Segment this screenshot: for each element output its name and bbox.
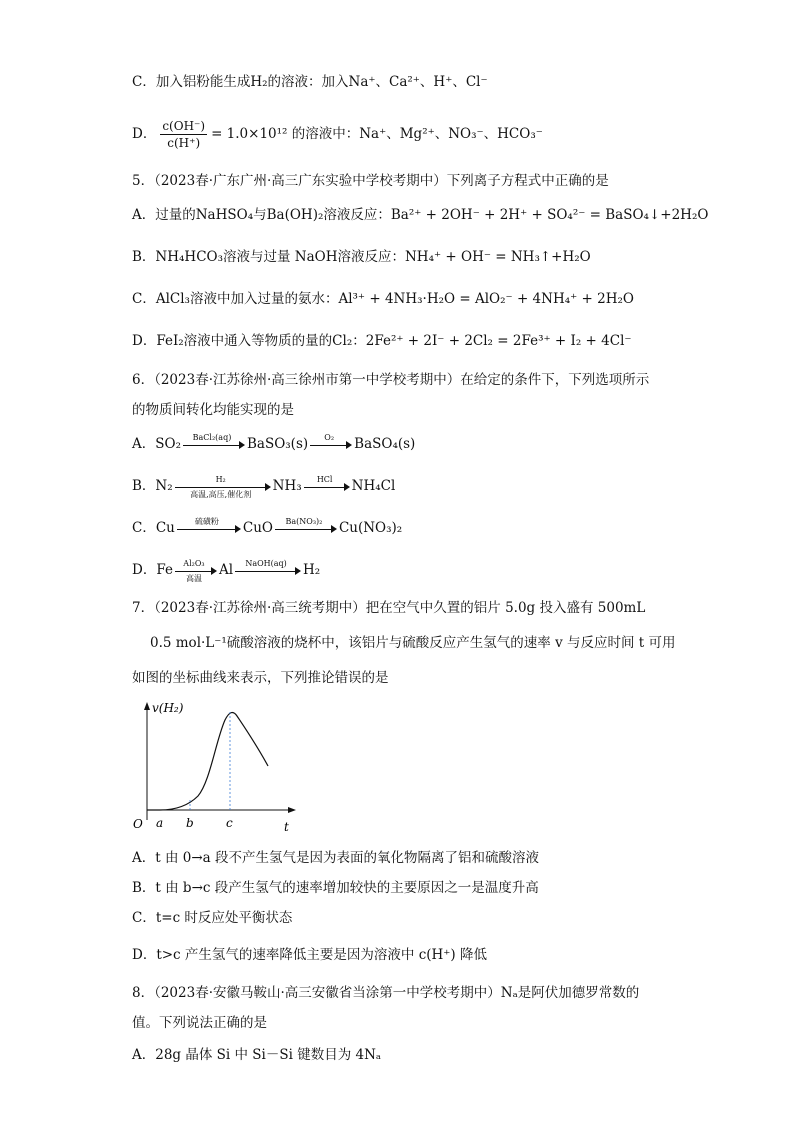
q6-d-product: H₂ xyxy=(303,562,321,578)
reaction-arrow xyxy=(235,558,301,579)
reaction-arrow xyxy=(177,516,241,537)
y-axis-label: v(H₂) xyxy=(152,701,184,715)
q7-option-b: B．t 由 b→c 段产生氢气的速率增加较快的主要原因之一是温度升高 xyxy=(132,880,539,896)
arrow-condition-below: 高温 xyxy=(185,573,202,583)
reaction-arrow xyxy=(275,516,337,537)
rate-curve xyxy=(147,713,268,810)
question-7-line1: 7．（2023春·江苏徐州·高三统考期中）把在空气中久置的铝片 5.0g 投入盛有 500mL xyxy=(132,600,646,616)
question-6-line2: 的物质间转化均能实现的是 xyxy=(132,402,294,418)
question-7-line3: 如图的坐标曲线来表示，下列推论错误的是 xyxy=(132,670,389,686)
arrow-condition: O₂ xyxy=(324,432,335,442)
q6-b-product: NH₄Cl xyxy=(351,478,396,494)
x-axis-label: t xyxy=(284,820,289,834)
option-d-rest: = 1.0×10¹² 的溶液中：Na⁺、Mg²⁺、NO₃⁻、HCO₃⁻ xyxy=(211,126,543,142)
reaction-arrow xyxy=(175,558,217,583)
q6-c-product: Cu(NO₃)₂ xyxy=(338,520,403,536)
q6-option-a xyxy=(132,434,415,454)
q6-option-c xyxy=(132,518,402,538)
q6-b-reactant: B．N₂ xyxy=(132,478,173,494)
fraction-denominator: c(H⁺) xyxy=(167,136,201,150)
q7-option-a: A．t 由 0→a 段不产生氢气是因为表面的氧化物隔离了铝和硫酸溶液 xyxy=(132,850,539,866)
arrow-condition: Al₂O₃ xyxy=(183,558,205,568)
q6-d-intermediate: Al xyxy=(218,562,234,578)
question-7-line2: 0.5 mol·L⁻¹硫酸溶液的烧杯中，该铝片与硫酸反应产生氢气的速率 v 与反应时间 t 可用 xyxy=(150,635,676,651)
q7-option-c: C．t=c 时反应处平衡状态 xyxy=(132,910,293,926)
q6-c-reactant: C．Cu xyxy=(132,520,175,536)
y-axis-arrowhead xyxy=(144,702,150,710)
q6-d-reactant: D．Fe xyxy=(132,562,173,578)
tick-a-label: a xyxy=(156,816,164,830)
tick-b-label: b xyxy=(186,816,194,830)
q6-option-d xyxy=(132,558,321,583)
q5-option-c: C．AlCl₃溶液中加入过量的氨水：Al³⁺ + 4NH₃·H₂O = AlO₂⁻ + 4NH₄⁺ + 2H₂O xyxy=(132,291,634,307)
reaction-arrow xyxy=(183,432,245,453)
q6-option-b xyxy=(132,474,396,499)
reaction-arrow xyxy=(175,474,271,499)
origin-label: O xyxy=(133,817,143,831)
arrow-condition: BaCl₂(aq) xyxy=(192,432,232,442)
x-axis-arrowhead xyxy=(288,807,296,813)
q5-option-a: A．过量的NaHSO₄与Ba(OH)₂溶液反应：Ba²⁺ + 2OH⁻ + 2H⁺ + SO₄²⁻ = BaSO₄↓+2H₂O xyxy=(132,207,709,223)
question-8-line2: 值。下列说法正确的是 xyxy=(132,1015,267,1031)
reaction-arrow xyxy=(304,474,350,495)
arrow-condition-below: 高温,高压,催化剂 xyxy=(190,489,252,499)
q5-option-b: B．NH₄HCO₃溶液与过量 NaOH溶液反应：NH₄⁺ + OH⁻ = NH₃↑+H₂O xyxy=(132,249,591,265)
arrow-condition: 硫磺粉 xyxy=(194,516,219,526)
arrow-condition: Ba(NO₃)₂ xyxy=(285,516,323,526)
tick-c-label: c xyxy=(226,816,233,830)
option-c-prev: C．加入铝粉能生成H₂的溶液：加入Na⁺、Ca²⁺、H⁺、Cl⁻ xyxy=(132,74,488,90)
option-d-prev xyxy=(132,118,543,151)
q6-b-intermediate: NH₃ xyxy=(272,478,302,494)
question-5: 5．（2023春·广东广州·高三广东实验中学校考期中）下列离子方程式中正确的是 xyxy=(132,173,609,189)
arrow-condition: HCl xyxy=(316,474,333,484)
rate-time-graph xyxy=(130,700,305,840)
fraction-numerator: c(OH⁻) xyxy=(162,119,206,133)
question-6-line1: 6．（2023春·江苏徐州·高三徐州市第一中学校考期中）在给定的条件下，下列选项所示 xyxy=(132,372,650,388)
concentration-fraction xyxy=(160,118,207,151)
q6-a-intermediate: BaSO₃(s) xyxy=(246,436,309,452)
option-d-label: D． xyxy=(132,126,157,142)
q6-a-reactant: A．SO₂ xyxy=(132,436,181,452)
question-8-line1: 8．（2023春·安徽马鞍山·高三安徽省当涂第一中学校考期中）Nₐ是阿伏加德罗常数的 xyxy=(132,985,640,1001)
q6-a-product: BaSO₄(s) xyxy=(354,436,416,452)
q6-c-intermediate: CuO xyxy=(242,520,273,536)
reaction-arrow xyxy=(310,432,352,453)
arrow-condition: H₂ xyxy=(215,474,226,484)
q8-option-a: A．28g 晶体 Si 中 Si－Si 键数目为 4Nₐ xyxy=(132,1047,382,1063)
arrow-condition: NaOH(aq) xyxy=(245,558,287,568)
q5-option-d: D．FeI₂溶液中通入等物质的量的Cl₂：2Fe²⁺ + 2I⁻ + 2Cl₂ = 2Fe³⁺ + I₂ + 4Cl⁻ xyxy=(132,333,632,349)
q7-option-d: D．t>c 产生氢气的速率降低主要是因为溶液中 c(H⁺) 降低 xyxy=(132,947,487,963)
